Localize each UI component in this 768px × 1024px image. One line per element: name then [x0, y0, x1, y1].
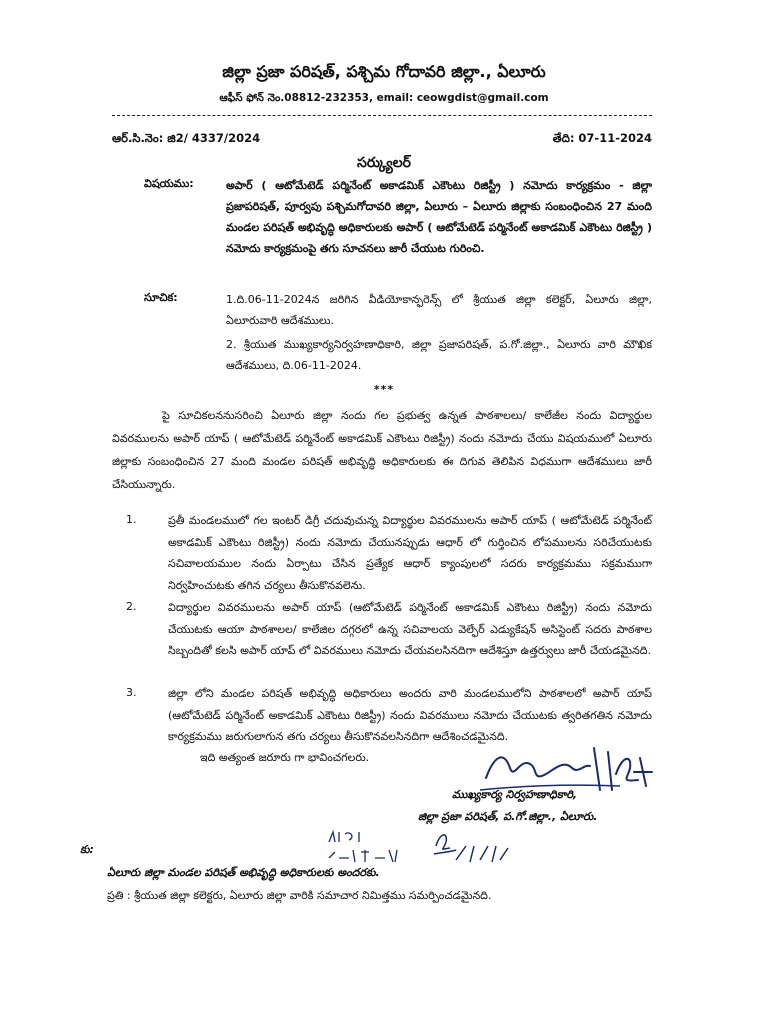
header-divider — [112, 115, 652, 116]
item-number: 2. — [126, 600, 137, 613]
intro-paragraph: పై సూచికలననుసరించి ఏలూరు జిల్లా నందు గల ప్రభుత్వ ఉన్నత పాఠశాలలు/ కాలేజీల నందు విద్యార్థుల వివరములను అపార్ యాప్ ( ఆటోమేటెడ్ పర్మినేంట్ అకాడమిక్ ఎకౌంటు రిజిస్ట్రీ) నందు నమోదు చేయు విషయములో ఏలూరు జిల్లాకు సంబంధించిన 27 మంది మండల పరిషత్ అభివృద్ధి అధికారులకు ఈ దిగువ తెలిపిన విధముగా ఆదేశములు జారీ చేసియున్నారు. — [112, 409, 652, 491]
reference-line — [112, 131, 652, 148]
section-separator: *** — [373, 383, 395, 396]
to-label: కు: — [80, 843, 94, 856]
references-label: సూచిక: — [144, 291, 178, 304]
instruction-item: ప్రతీ మండలములో గల ఇంటర్ డిగ్రీ చదువుచున్న విద్యార్థుల వివరములను అపార్ యాప్ ( ఆటోమేటెడ్ పర్మినేంట్ అకాడమిక్ ఎకౌంటు రిజిస్ట్రీ) నందు నమోదు చేయునప్పుడు ఆధార్ లో గుర్తించిన లోపములను సరిచేయుటకు సచివాలయముల నందు ఏర్పాటు చేసిన ప్రత్యేక ఆధార్ క్యాంపులలో సదరు కార్యక్రమము సక్రమముగా నిర్వహించుటకు తగిన చర్యలు తీసుకొనవలెను. — [168, 514, 652, 592]
office-contact: ఆఫీస్ ఫోన్ నెం.08812-232353, email: ceowgdist@gmail.com — [219, 92, 549, 104]
subject-label: విషయము: — [144, 177, 194, 190]
subject-text: అపార్ ( ఆటోమేటెడ్ పర్మినేంట్ అకాడమిక్ ఎకౌంటు రిజిస్ట్రీ ) నమోదు కార్యక్రమం - జిల్లా ప్రజాపరిషత్, పూర్వపు పశ్చిమగోదావరి జిల్లా, ఏలూరు – ఏలూరు జిల్లాకు సంబంధించిన 27 మంది మండల పరిషత్ అభివృద్ధి అధికారులకు అపార్ ( ఆటోమేటెడ్ పర్మినేంట్ అకాడమిక్ ఎకౌంటు రిజిస్ట్రీ ) నమోదు కార్యక్రమంపై తగు సూచనలు జారీ చేయుట గురించి. — [226, 179, 652, 255]
recipients: ఏలూరు జిల్లా మండల పరిషత్ అభివృద్ధి అధికారులకు అందరకు. — [107, 866, 380, 879]
circular-title: సర్క్యులర్ — [357, 155, 411, 171]
instruction-item: జిల్లా లోని మండల పరిషత్ అభివృద్ధి అధికారులు అందరు వారి మండలములోని పాఠశాలలో అపార్ యాప్ (ఆటోమేటెడ్ పర్మినేంట్ అకాడమిక్ ఎకౌంటు రిజిస్ట్రీ) నందు వివరములు నమోదు చేయుటకు త్వరితగతిన నమోదు కార్యక్రమము జరుగులాగున తగు చర్యలు తీసుకొనవలసినదిగా ఆదేశించడమైనది. — [168, 687, 652, 743]
instruction-item: విద్యార్థుల వివరములను అపార్ యాప్ (ఆటోమేటెడ్ పర్మినేంట్ అకాడమిక్ ఎకౌంటు రిజిస్ట్రీ) నందు నమోదు చేయుటకు ఆయా పాఠశాలల/ కాలేజిల దగ్గరలో ఉన్న సచివాలయ వెల్ఫేర్ ఎడ్యుకేషన్ అసిస్టెంట్ సదరు పాఠశాల సిబ్బందితో కలసి అపార్ యాప్ లో వివరములు నమోదు చేయవలసినదిగా ఆదేశిస్తూ ఉత్తర్వులు జారీ చేయడమైనది. — [168, 601, 652, 657]
item-number: 3. — [126, 686, 137, 699]
signatory-designation: ముఖ్యకార్య నిర్వహణాధికారి, — [452, 788, 578, 801]
signatory-office: జిల్లా ప్రజా పరిషత్, ప.గో.జిల్లా., ఏలూరు. — [418, 810, 598, 823]
office-title: జిల్లా ప్రజా పరిషత్, పశ్చిమ గోదావరి జిల్లా., ఏలూరు — [222, 62, 546, 81]
reference-number: ఆర్.సి.నెం: జి2/ 4337/2024 — [112, 131, 261, 145]
closing-note: ఇది అత్యంత జరూరు గా భావించగలరు. — [200, 751, 370, 764]
item-number: 1. — [126, 513, 137, 526]
reference-item-2: 2. శ్రీయుత ముఖ్యకార్యనిర్వహణాధికారి, జిల్లా ప్రజాపరిషత్, ప.గో.జిల్లా., ఏలూరు వారి మౌఖిక ఆదేశములు, ది.06-11-2024. — [226, 338, 652, 372]
document-date: తేది: 07-11-2024 — [552, 131, 652, 145]
copy-to: ప్రతి : శ్రీయుత జిల్లా కలెక్టరు, ఏలూరు జిల్లా వారికి సమాచార నిమిత్తము సమర్పించడమైనది. — [107, 889, 492, 902]
reference-item-1: 1.ది.06-11-2024న జరిగిన వీడియోకాన్ఫరెన్స్ లో శ్రీయుత జిల్లా కలెక్టర్, ఏలూరు జిల్లా, ఏలూరువారి ఆదేశములు. — [226, 293, 652, 327]
handwritten-initials — [430, 826, 510, 866]
handwritten-initials — [325, 828, 405, 868]
